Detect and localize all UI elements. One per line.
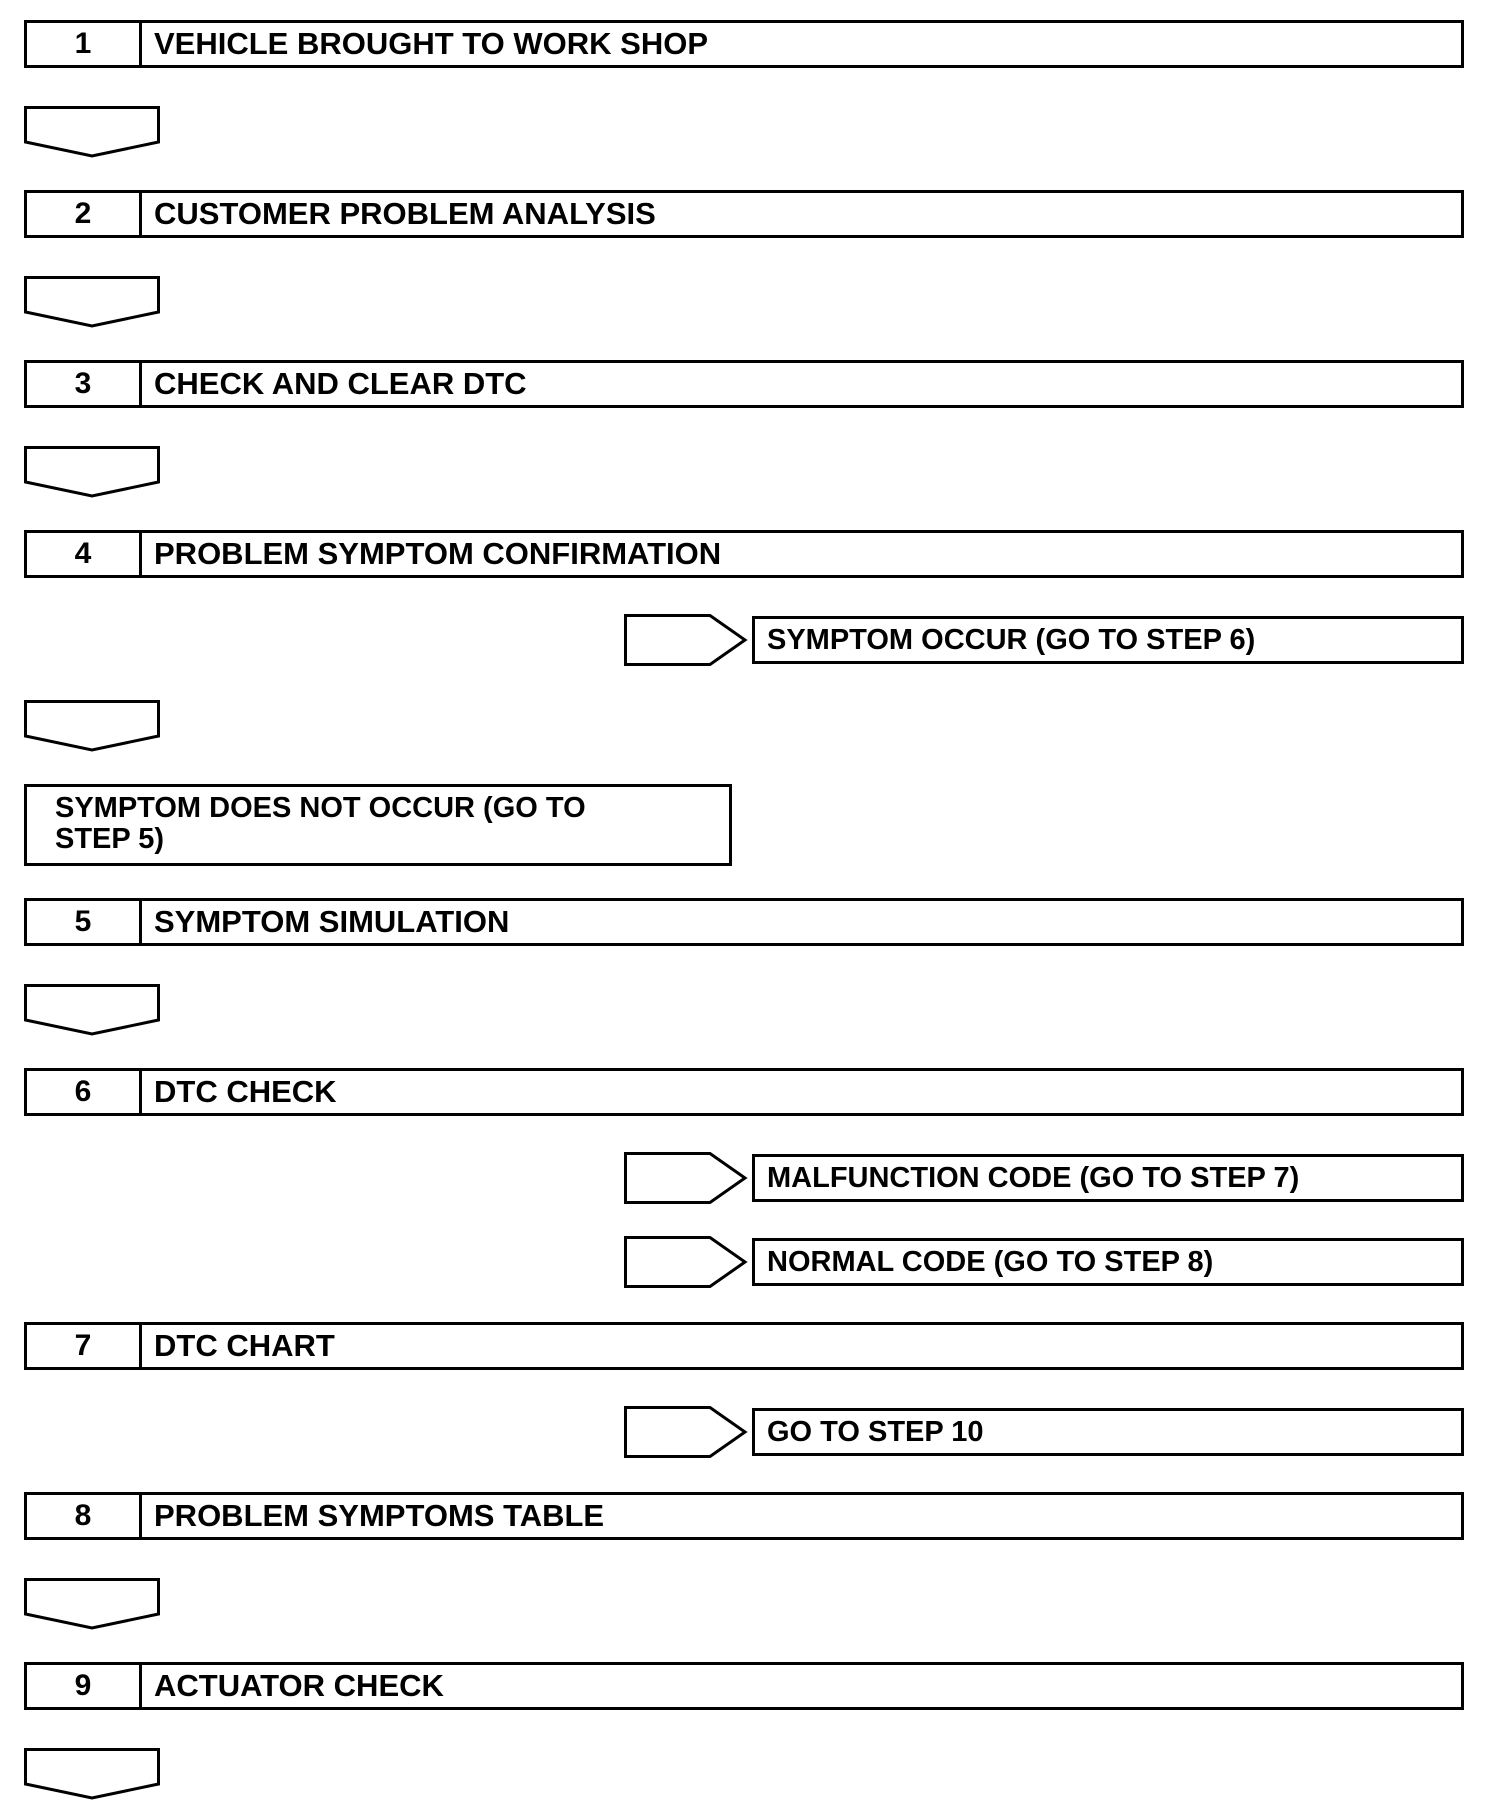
right-arrow-icon bbox=[624, 1236, 748, 1288]
step-label: PROBLEM SYMPTOM CONFIRMATION bbox=[154, 536, 722, 571]
branch-label: NORMAL CODE (GO TO STEP 8) bbox=[752, 1238, 1464, 1286]
down-arrow-icon bbox=[24, 984, 160, 1036]
branch-label: GO TO STEP 10 bbox=[752, 1408, 1464, 1456]
step-label: DTC CHART bbox=[154, 1328, 335, 1363]
step-number: 2 bbox=[27, 193, 142, 235]
step-label: DTC CHECK bbox=[154, 1074, 337, 1109]
down-arrow-icon bbox=[24, 700, 160, 752]
step-number: 8 bbox=[27, 1495, 142, 1537]
branch-malfunction-code bbox=[624, 1152, 1466, 1204]
branch-label: SYMPTOM OCCUR (GO TO STEP 6) bbox=[752, 616, 1464, 664]
branch-normal-code bbox=[624, 1236, 1466, 1288]
down-arrow-icon bbox=[24, 1578, 160, 1630]
step-number: 3 bbox=[27, 363, 142, 405]
step-label: PROBLEM SYMPTOMS TABLE bbox=[154, 1498, 605, 1533]
branch-symptom-occur bbox=[624, 614, 1466, 666]
step-9-box bbox=[24, 1662, 1464, 1710]
step-label: ACTUATOR CHECK bbox=[154, 1668, 444, 1703]
down-arrow-icon bbox=[24, 1748, 160, 1800]
step-3-box bbox=[24, 360, 1464, 408]
right-arrow-icon bbox=[624, 614, 748, 666]
step-number: 6 bbox=[27, 1071, 142, 1113]
step-6-box bbox=[24, 1068, 1464, 1116]
down-arrow-icon bbox=[24, 446, 160, 498]
branch-go-to-step-10 bbox=[624, 1406, 1466, 1458]
down-arrow-icon bbox=[24, 106, 160, 158]
note-line-1: SYMPTOM DOES NOT OCCUR (GO TO bbox=[55, 792, 586, 824]
step-5-box bbox=[24, 898, 1464, 946]
right-arrow-icon bbox=[624, 1406, 748, 1458]
step-number: 1 bbox=[27, 23, 142, 65]
step-number: 9 bbox=[27, 1665, 142, 1707]
step-label: VEHICLE BROUGHT TO WORK SHOP bbox=[154, 26, 709, 61]
step-number: 5 bbox=[27, 901, 142, 943]
step-2-box bbox=[24, 190, 1464, 238]
branch-label: MALFUNCTION CODE (GO TO STEP 7) bbox=[752, 1154, 1464, 1202]
step-number: 4 bbox=[27, 533, 142, 575]
step-label: CHECK AND CLEAR DTC bbox=[154, 366, 527, 401]
step-4-box bbox=[24, 530, 1464, 578]
step-label: CUSTOMER PROBLEM ANALYSIS bbox=[154, 196, 656, 231]
note-line-2: STEP 5) bbox=[55, 823, 165, 855]
step-7-box bbox=[24, 1322, 1464, 1370]
down-arrow-icon bbox=[24, 276, 160, 328]
step-number: 7 bbox=[27, 1325, 142, 1367]
step-1-box bbox=[24, 20, 1464, 68]
step-label: SYMPTOM SIMULATION bbox=[154, 904, 510, 939]
right-arrow-icon bbox=[624, 1152, 748, 1204]
step-8-box bbox=[24, 1492, 1464, 1540]
symptom-does-not-occur-note bbox=[24, 784, 732, 866]
